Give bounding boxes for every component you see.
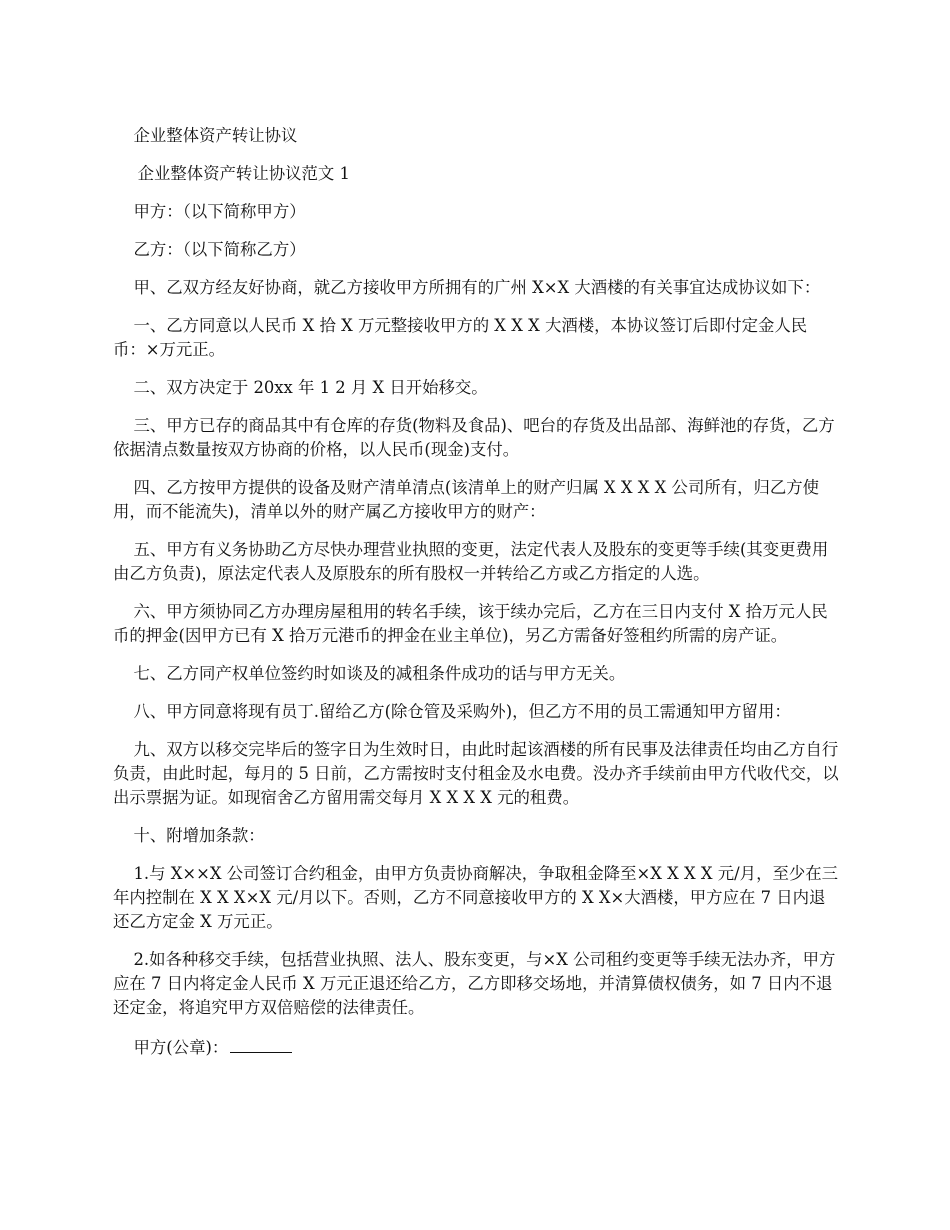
additional-clause-2: 2.如各种移交手续，包括营业执照、法人、股东变更，与×X 公司租约变更等手续无法办齐，甲方应在 7 日内将定金人民币 X 万元正退还给乙方，乙方即移交场地，并清算债权债务，如 7 日内不退还定金，将追究甲方双倍赔偿的法律责任。	[113, 950, 836, 1017]
clause-6: 六、甲方须协同乙方办理房屋租用的转名手续，该于续办完后，乙方在三日内支付 X 拾万元人民币的押金(因甲方已有 X 拾万元港币的押金在业主单位)，另乙方需备好签租约所需的房产证。	[113, 602, 828, 645]
signature-line	[113, 1034, 839, 1060]
clause-2: 二、双方决定于 20xx 年 1 2 月 X 日开始移交。	[133, 378, 488, 397]
clause-4: 四、乙方按甲方提供的设备及财产清单清点(该清单上的财产归属 X X X X 公司所有，归乙方使用，而不能流失)，清单以外的财产属乙方接收甲方的财产：	[113, 478, 820, 521]
clause-1: 一、乙方同意以人民币 X 拾 X 万元整接收甲方的 X X X 大酒楼，本协议签订后即付定金人民币：×万元正。	[113, 316, 808, 359]
intro-paragraph: 甲、乙双方经友好协商，就乙方接收甲方所拥有的广州 X×X 大酒楼的有关事宜达成协议如下：	[133, 278, 821, 297]
clause-9: 九、双方以移交完毕后的签字日为生效时日，由此时起该酒楼的所有民事及法律责任均由乙方自行负责，由此时起，每月的 5 日前，乙方需按时支付租金及水电费。没办齐手续前由甲方代收代交，以出示票据为证。如现宿舍乙方留用需交每月 X X X X 元的租费。	[113, 740, 839, 807]
document-body	[113, 124, 839, 1074]
signature-blank	[230, 1034, 292, 1053]
clause-7: 七、乙方同产权单位签约时如谈及的减租条件成功的话与甲方无关。	[133, 664, 626, 683]
document-title: 企业整体资产转让协议	[133, 126, 298, 145]
party-b-line: 乙方：（以下简称乙方）	[133, 240, 306, 259]
party-a-line: 甲方：（以下简称甲方）	[133, 202, 306, 221]
additional-clause-1: 1.与 X××X 公司签订合约租金，由甲方负责协商解决，争取租金降至×X X X X 元/月，至少在三年内控制在 X X X×X 元/月以下。否则，乙方不同意接收甲方的 X X×大酒楼，甲方应在 7 日内退还乙方定金 X 万元正。	[113, 864, 839, 931]
clause-5: 五、甲方有义务协助乙方尽快办理营业执照的变更，法定代表人及股东的变更等手续(其变更费用由乙方负责)，原法定代表人及原股东的所有股权一并转给乙方或乙方指定的人选。	[113, 540, 829, 583]
signature-label: 甲方(公章)：	[133, 1038, 229, 1057]
clause-8: 八、甲方同意将现有员丁.留给乙方(除仓管及采购外)，但乙方不用的员工需通知甲方留用：	[133, 702, 791, 721]
clause-10: 十、附增加条款：	[133, 826, 265, 845]
clause-3: 三、甲方已存的商品其中有仓库的存货(物料及食品)、吧台的存货及出品部、海鲜池的存货，乙方依据清点数量按双方协商的价格，以人民币(现金)支付。	[113, 416, 835, 459]
document-subtitle: 企业整体资产转让协议范文 1	[137, 164, 350, 183]
